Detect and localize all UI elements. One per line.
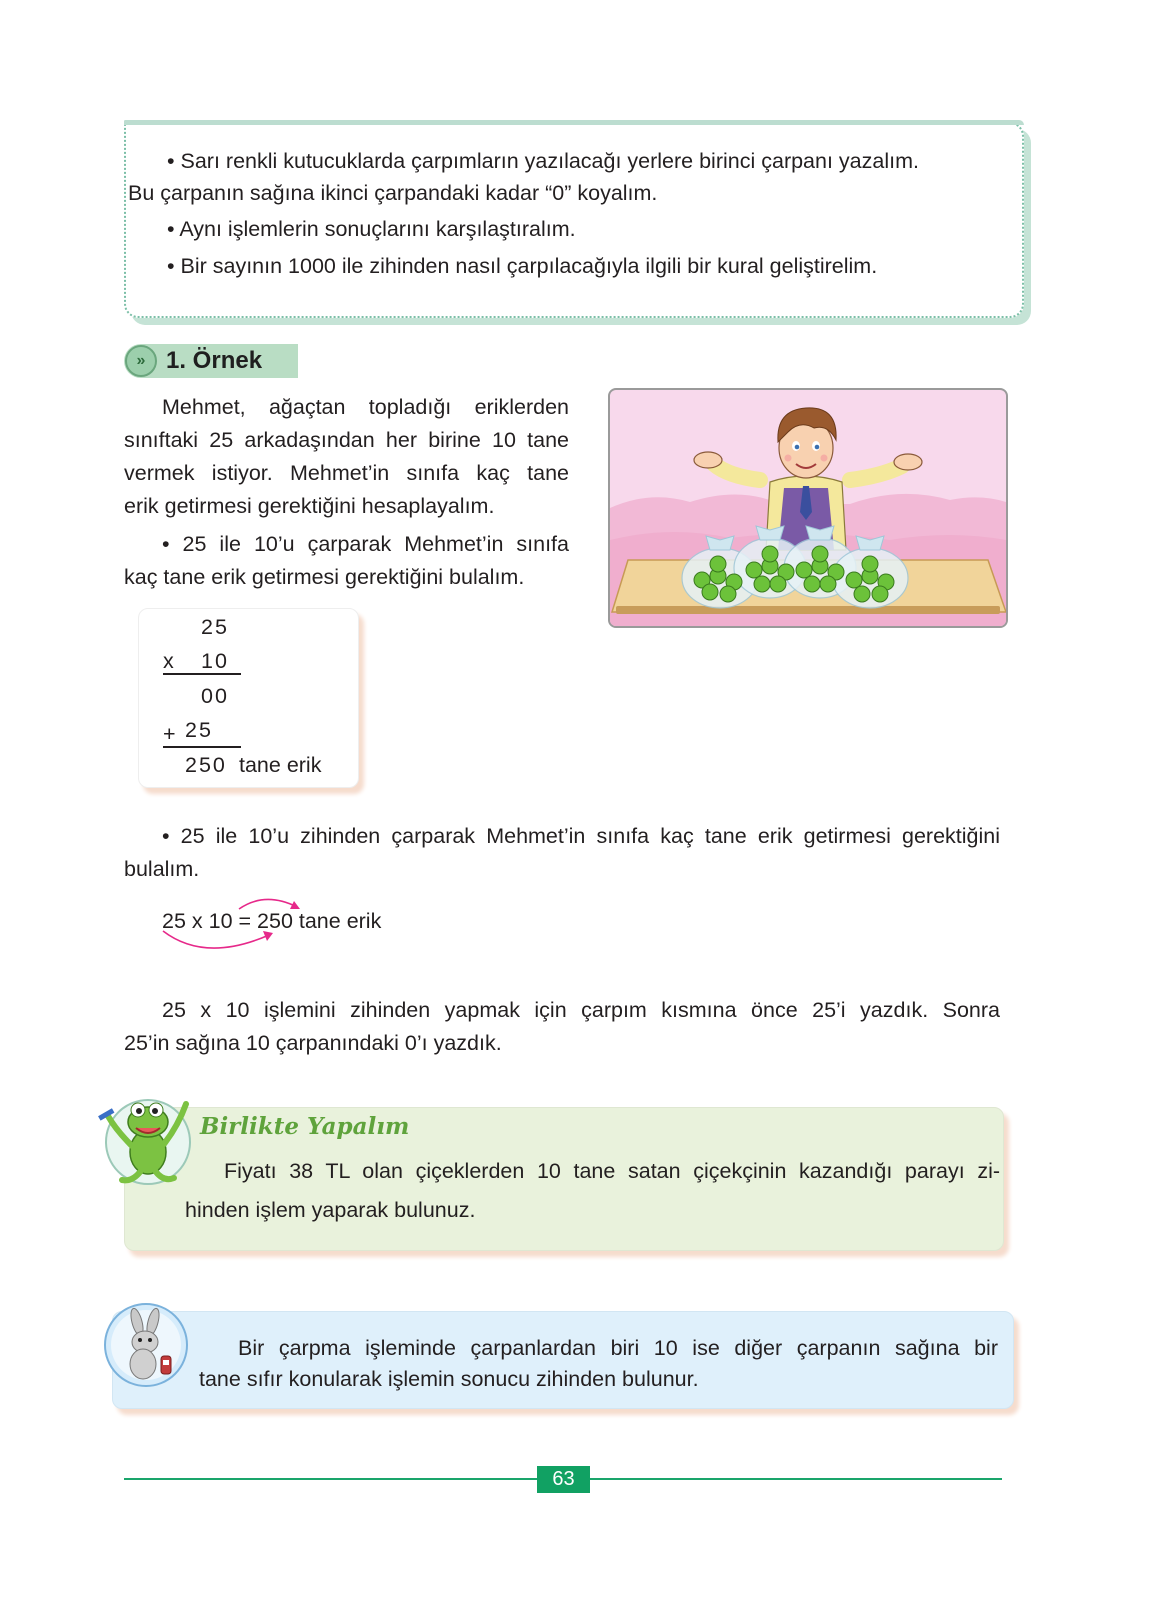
mental-equation: 25 x 10 = 250 tane erik: [162, 909, 382, 933]
calc-result: 250: [185, 753, 227, 777]
step1-line-1: • 25 ile 10’u çarparak Mehmet’in sınıfa: [162, 532, 569, 556]
step1-line-2: kaç tane erik getirmesi gerektiğini bulalım.: [124, 565, 525, 589]
double-chevron-icon: »: [125, 345, 157, 377]
intro-bullet-2: • Aynı işlemlerin sonuçlarını karşılaştıralım.: [167, 217, 576, 241]
frog-icon: [96, 1086, 196, 1190]
mental-line-2: bulalım.: [124, 857, 200, 881]
birlikte-yapalim-line-2: hinden işlem yaparak bulunuz.: [185, 1198, 476, 1222]
example-title: 1. Örnek: [166, 347, 263, 374]
rule-line-2: tane sıfır konularak işlemin sonucu zihinden bulunur.: [199, 1367, 699, 1391]
mental-line-1: • 25 ile 10’u zihinden çarparak Mehmet’in sınıfa kaç tane erik getirmesi gerektiğini: [162, 824, 1000, 848]
calc-multiplier: 10: [201, 649, 229, 673]
calc-plus-sign: +: [163, 722, 176, 746]
frog-drawing: [96, 1086, 196, 1190]
calc-multiplicand: 25: [201, 615, 229, 639]
calc-partial-1: 00: [201, 684, 229, 708]
rabbit-drawing: [103, 1302, 189, 1388]
boy-with-plums-illustration: [608, 388, 1008, 628]
rabbit-icon: [103, 1302, 189, 1388]
boy-with-plums-drawing: [610, 390, 1006, 626]
intro-bullet-1-line-2: Bu çarpanın sağına ikinci çarpandaki kadar “0” koyalım.: [128, 181, 658, 205]
birlikte-yapalim-title: Birlikte Yapalım: [200, 1113, 410, 1140]
intro-bullet-1-line-1: • Sarı renkli kutucuklarda çarpımların yazılacağı yerlere birinci çarpanı yazalım.: [167, 149, 919, 173]
explanation-line-2: 25’in sağına 10 çarpanındaki 0’ı yazdık.: [124, 1031, 502, 1055]
rule-line-1: Bir çarpma işleminde çarpanlardan biri 10 ise diğer çarpanın sağına bir: [238, 1336, 998, 1360]
problem-line-1: Mehmet, ağaçtan topladığı eriklerden: [162, 395, 569, 419]
calc-result-unit: tane erik: [239, 753, 322, 777]
intro-bullet-3: • Bir sayının 1000 ile zihinden nasıl çarpılacağıyla ilgili bir kural geliştirelim.: [167, 254, 878, 278]
problem-line-3: vermek istiyor. Mehmet’in sınıfa kaç tane: [124, 461, 569, 485]
page-number: 63: [537, 1466, 590, 1493]
example-badge: [124, 344, 298, 378]
calc-line-2: [163, 746, 241, 748]
calc-times-sign: x: [163, 649, 176, 673]
calc-partial-2: 25: [185, 718, 213, 742]
calc-line-1: [163, 673, 241, 675]
problem-line-4: erik getirmesi gerektiğini hesaplayalım.: [124, 494, 495, 518]
problem-line-2: sınıftaki 25 arkadaşından her birine 10 tane: [124, 428, 569, 452]
birlikte-yapalim-line-1: Fiyatı 38 TL olan çiçeklerden 10 tane satan çiçekçinin kazandığı parayı zi-: [224, 1159, 1000, 1183]
explanation-line-1: 25 x 10 işlemini zihinden yapmak için çarpım kısmına önce 25’i yazdık. Sonra: [162, 998, 1000, 1022]
calculation-box: [138, 608, 359, 788]
